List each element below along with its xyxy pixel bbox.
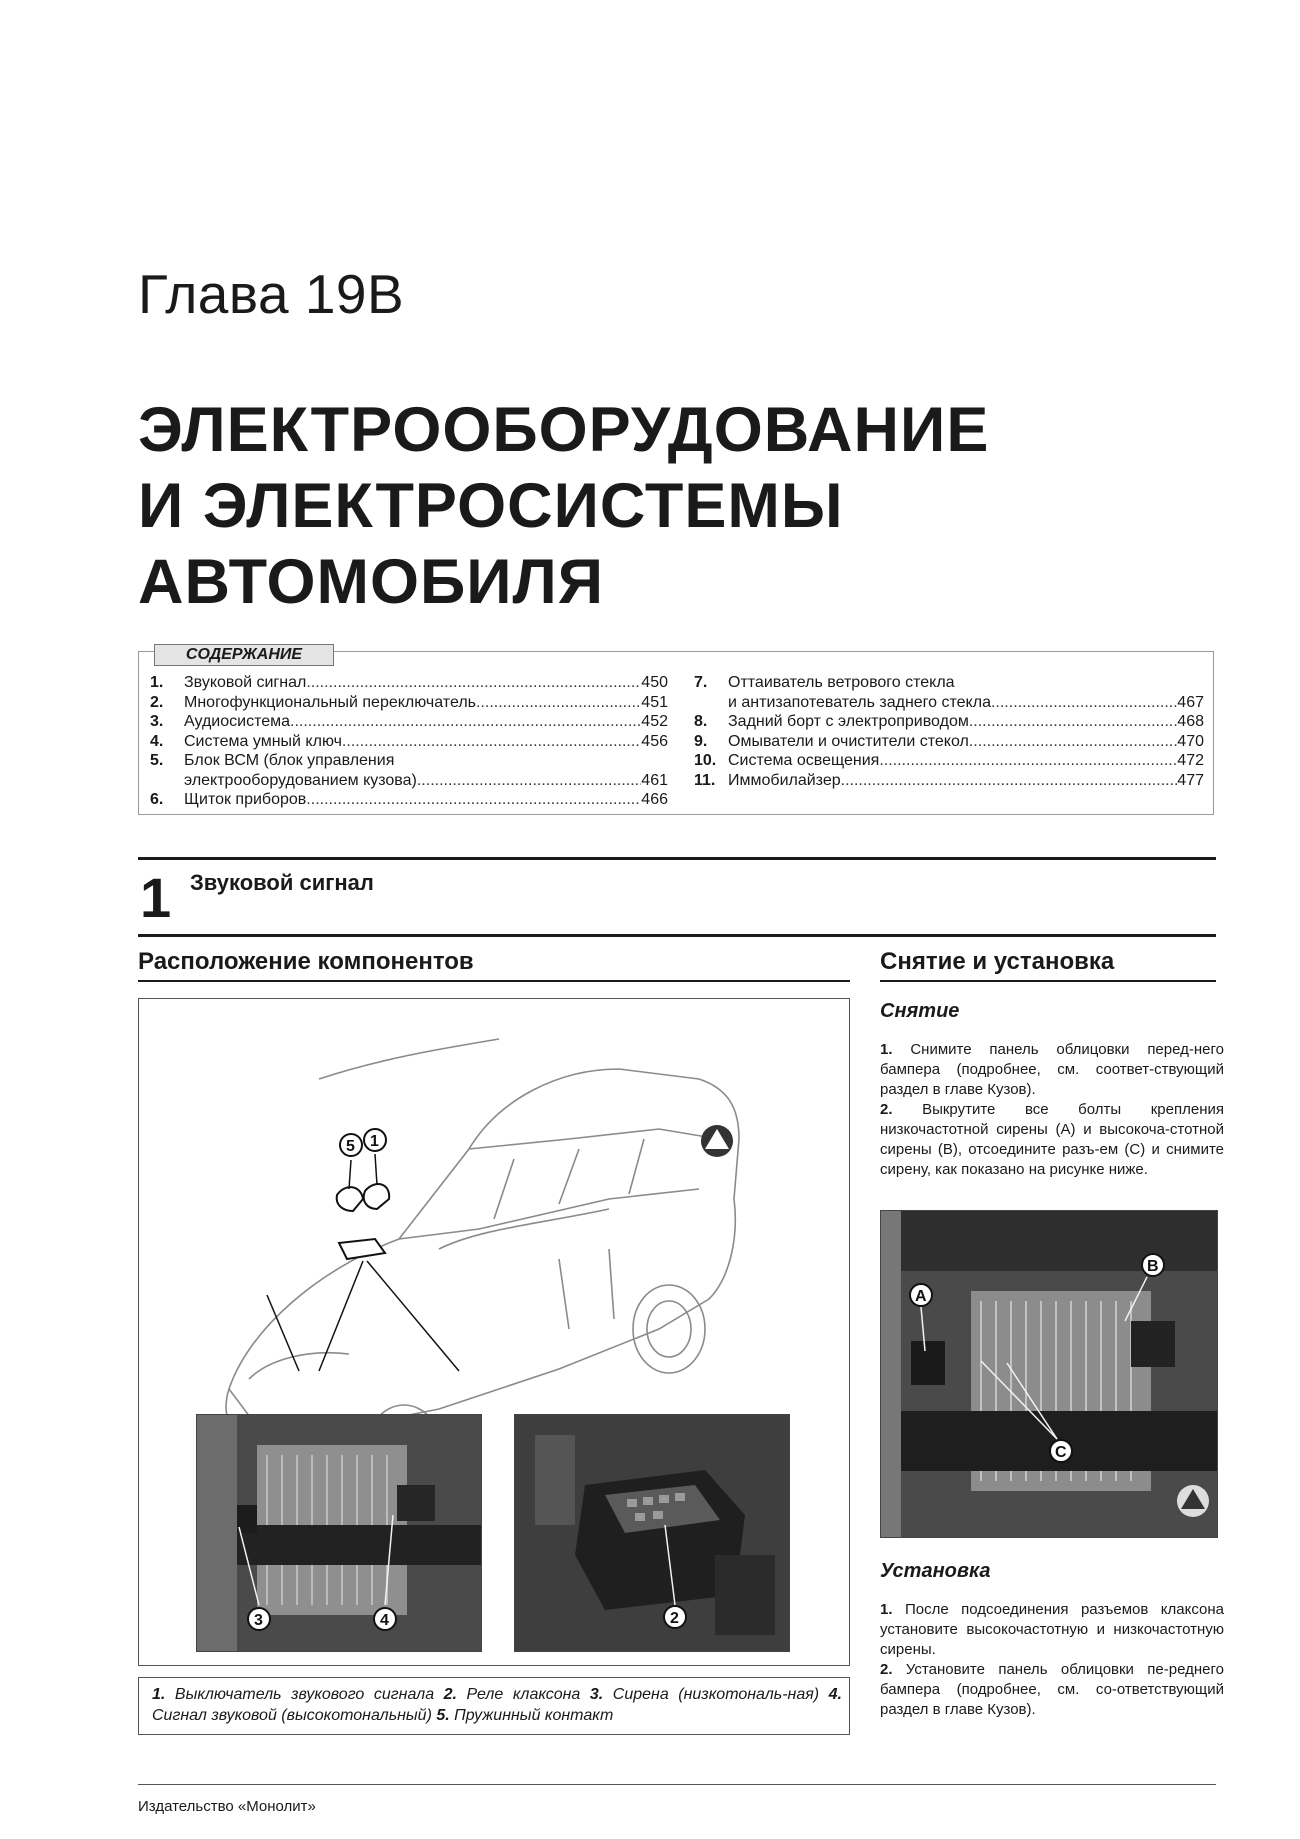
toc-item-7-cont[interactable]: и антизапотеватель заднего стекла ..... 467	[694, 693, 1204, 713]
chapter-title	[138, 392, 989, 620]
callout-2-label: 2	[670, 1610, 679, 1627]
toc-item-10[interactable]: 10. Система освещения ..... 472	[694, 751, 1204, 771]
title-line-1: ЭЛЕКТРООБОРУДОВАНИЕ	[138, 395, 990, 465]
section-title: Звуковой сигнал	[190, 870, 374, 895]
toc-right-column	[694, 673, 1204, 790]
toc-item-3[interactable]: 3. Аудиосистема ..... 452	[150, 712, 668, 732]
callout-1-label: 1	[370, 1133, 379, 1150]
section-bottom-rule	[138, 934, 1216, 937]
removal-install-heading-rule	[880, 980, 1216, 982]
title-line-3: АВТОМОБИЛЯ	[138, 547, 605, 617]
section-top-rule	[138, 857, 1216, 860]
photo-horn-removal	[880, 1210, 1218, 1538]
callout-a-label: A	[915, 1288, 927, 1305]
toc-item-11[interactable]: 11. Иммобилайзер ..... 477	[694, 771, 1204, 791]
toc-item-8[interactable]: 8. Задний борт с электроприводом ..... 468	[694, 712, 1204, 732]
toc-item-5[interactable]: 5. Блок ВСМ (блок управления	[150, 752, 395, 769]
removal-step-1: 1. Снимите панель облицовки перед-него бампера (подробнее, см. соответ-ствующий раздел в главе Кузов).	[880, 1041, 1224, 1098]
photo-horn-location	[196, 1414, 482, 1652]
toc-item-7[interactable]: 7. Оттаиватель ветрового стекла	[694, 674, 955, 691]
callout-b-label: B	[1147, 1258, 1159, 1275]
publisher-logo-icon	[701, 1125, 733, 1157]
install-step-1: 1. После подсоединения разъемов клаксона установите высокочастотную и низкочастотную сирены.	[880, 1601, 1224, 1658]
section-number: 1	[140, 866, 172, 929]
toc-item-5-cont[interactable]: электрооборудованием кузова) ..... 461	[150, 771, 668, 791]
components-heading: Расположение компонентов	[138, 948, 474, 975]
toc-item-1[interactable]: 1. Звуковой сигнал ..... 450	[150, 673, 668, 693]
callout-4-label: 4	[380, 1612, 389, 1629]
removal-heading: Снятие	[880, 1000, 960, 1022]
footer-rule	[138, 1784, 1216, 1785]
title-line-2: И ЭЛЕКТРОСИСТЕМЫ	[138, 471, 844, 541]
figure-caption: 1. Выключатель звукового сигнала 2. Реле клаксона 3. Сирена (низкотональ-ная) 4. Сигнал звуковой (высокотональный) 5. Пружинный контакт	[152, 1686, 842, 1724]
removal-step-2: 2. Выкрутите все болты крепления низкочастотной сирены (A) и высокоча-стотной сирены (B), отсоедините разъ-ем (C) и снимите сирену, как показано на рисунке ниже.	[880, 1101, 1224, 1178]
callout-3-label: 3	[254, 1612, 263, 1629]
toc-label: СОДЕРЖАНИЕ	[154, 644, 334, 666]
publisher-footer: Издательство «Монолит»	[138, 1798, 316, 1815]
toc-item-2[interactable]: 2. Многофункциональный переключатель ..... 451	[150, 693, 668, 713]
callout-5-label: 5	[346, 1138, 355, 1155]
photo-relay-box	[514, 1414, 790, 1652]
toc-item-4[interactable]: 4. Система умный ключ ..... 456	[150, 732, 668, 752]
toc-item-9[interactable]: 9. Омыватели и очистители стекол ..... 470	[694, 732, 1204, 752]
callout-c-label: C	[1055, 1444, 1067, 1461]
chapter-label: Глава 19В	[138, 263, 405, 325]
components-heading-rule	[138, 980, 850, 982]
install-step-2: 2. Установите панель облицовки пе-реднего бампера (подробнее, см. со-ответствующий раздел в главе Кузов).	[880, 1661, 1224, 1718]
removal-steps	[880, 1040, 1224, 1180]
install-heading: Установка	[880, 1560, 991, 1582]
toc-item-6[interactable]: 6. Щиток приборов ..... 466	[150, 790, 668, 810]
removal-install-heading: Снятие и установка	[880, 948, 1115, 975]
toc-left-column	[150, 673, 668, 810]
publisher-logo-icon	[1177, 1485, 1209, 1517]
install-steps	[880, 1600, 1224, 1720]
